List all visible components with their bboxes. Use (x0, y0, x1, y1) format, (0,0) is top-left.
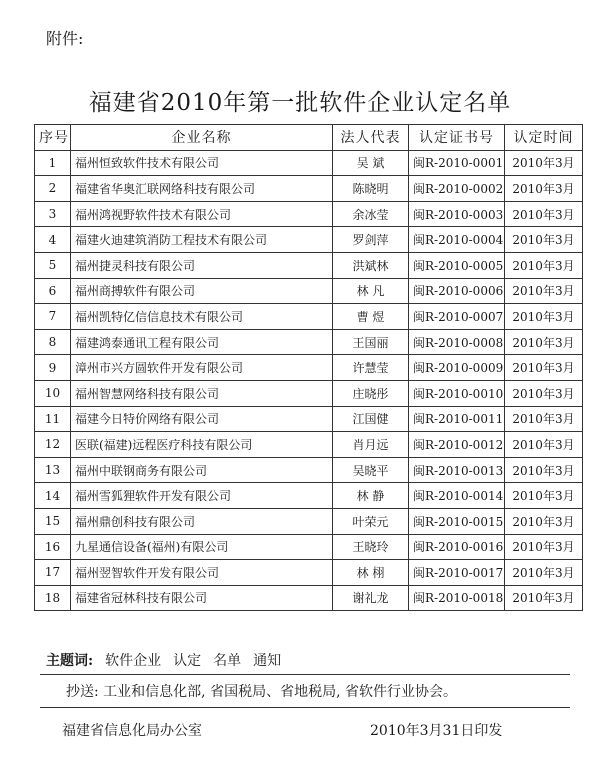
cell-legal-rep: 肖月远 (333, 432, 409, 458)
cc-line: 抄送: 工业和信息化部, 省国税局、省地税局, 省软件行业协会。 (66, 684, 457, 700)
cell-company-name: 福州恒致软件技术有限公司 (71, 150, 333, 176)
cell-company-name: 福建鸿泰通讯工程有限公司 (71, 329, 333, 355)
cell-seq: 12 (35, 432, 71, 458)
header-rep: 法人代表 (333, 125, 409, 151)
header-name: 企业名称 (71, 125, 333, 151)
enterprise-table (34, 124, 583, 611)
cell-company-name: 福州捷灵科技有限公司 (71, 252, 333, 278)
table-row (35, 329, 583, 355)
header-seq: 序号 (35, 125, 71, 151)
table-row (35, 406, 583, 432)
table-row (35, 278, 583, 304)
cell-cert-time: 2010年3月 (505, 585, 583, 611)
table-row (35, 585, 583, 611)
table-row (35, 201, 583, 227)
cell-cert-number: 闽R-2010-0001 (409, 150, 505, 176)
table-row (35, 380, 583, 406)
divider-line (40, 707, 570, 708)
cell-cert-number: 闽R-2010-0005 (409, 252, 505, 278)
table-row (35, 304, 583, 330)
cell-seq: 7 (35, 304, 71, 330)
cell-seq: 1 (35, 150, 71, 176)
cell-cert-number: 闽R-2010-0006 (409, 278, 505, 304)
cell-company-name: 福州智慧网络科技有限公司 (71, 380, 333, 406)
cell-cert-number: 闽R-2010-0016 (409, 534, 505, 560)
cell-legal-rep: 叶荣元 (333, 508, 409, 534)
header-time: 认定时间 (505, 125, 583, 151)
cell-cert-number: 闽R-2010-0018 (409, 585, 505, 611)
cell-cert-number: 闽R-2010-0009 (409, 355, 505, 381)
table-row (35, 457, 583, 483)
table-row (35, 150, 583, 176)
cell-cert-number: 闽R-2010-0003 (409, 201, 505, 227)
cell-cert-number: 闽R-2010-0014 (409, 483, 505, 509)
cell-cert-time: 2010年3月 (505, 227, 583, 253)
cell-company-name: 医联(福建)远程医疗科技有限公司 (71, 432, 333, 458)
cell-company-name: 福建省华奥汇联网络科技有限公司 (71, 176, 333, 202)
table-row (35, 355, 583, 381)
cell-company-name: 福州翌智软件开发有限公司 (71, 560, 333, 586)
cell-legal-rep: 吴晓平 (333, 457, 409, 483)
cell-seq: 17 (35, 560, 71, 586)
table-header-row (35, 125, 583, 151)
issuing-office: 福建省信息化局办公室 (62, 723, 202, 739)
document-title: 福建省2010年第一批软件企业认定名单 (88, 90, 512, 116)
cell-seq: 13 (35, 457, 71, 483)
cell-seq: 6 (35, 278, 71, 304)
cell-company-name: 福州鸿视野软件技术有限公司 (71, 201, 333, 227)
cell-seq: 18 (35, 585, 71, 611)
cell-cert-time: 2010年3月 (505, 355, 583, 381)
cell-cert-number: 闽R-2010-0015 (409, 508, 505, 534)
cell-seq: 10 (35, 380, 71, 406)
cell-legal-rep: 谢礼龙 (333, 585, 409, 611)
cell-cert-number: 闽R-2010-0008 (409, 329, 505, 355)
table-row (35, 483, 583, 509)
cell-cert-time: 2010年3月 (505, 406, 583, 432)
divider-line (40, 674, 570, 675)
keyword-item: 软件企业 (105, 653, 162, 669)
cell-cert-number: 闽R-2010-0007 (409, 304, 505, 330)
cell-cert-time: 2010年3月 (505, 457, 583, 483)
cell-legal-rep: 余冰莹 (333, 201, 409, 227)
keyword-item: 通知 (253, 653, 282, 669)
cell-cert-time: 2010年3月 (505, 278, 583, 304)
cell-cert-time: 2010年3月 (505, 432, 583, 458)
cell-seq: 14 (35, 483, 71, 509)
keyword-item: 名单 (213, 653, 242, 669)
cell-company-name: 福建省冠林科技有限公司 (71, 585, 333, 611)
cell-company-name: 福州商搏软件有限公司 (71, 278, 333, 304)
cell-cert-number: 闽R-2010-0004 (409, 227, 505, 253)
cell-cert-time: 2010年3月 (505, 176, 583, 202)
cell-cert-time: 2010年3月 (505, 201, 583, 227)
cell-cert-time: 2010年3月 (505, 483, 583, 509)
cell-legal-rep: 林 栩 (333, 560, 409, 586)
cell-legal-rep: 吴 斌 (333, 150, 409, 176)
cell-cert-time: 2010年3月 (505, 560, 583, 586)
cell-legal-rep: 王晓玲 (333, 534, 409, 560)
table-row (35, 560, 583, 586)
cell-seq: 11 (35, 406, 71, 432)
cell-cert-number: 闽R-2010-0017 (409, 560, 505, 586)
cell-legal-rep: 林 静 (333, 483, 409, 509)
cell-cert-time: 2010年3月 (505, 304, 583, 330)
cell-cert-number: 闽R-2010-0002 (409, 176, 505, 202)
cell-seq: 9 (35, 355, 71, 381)
cell-seq: 15 (35, 508, 71, 534)
cell-legal-rep: 陈晓明 (333, 176, 409, 202)
keyword-item: 认定 (173, 653, 202, 669)
cell-legal-rep: 曹 煜 (333, 304, 409, 330)
cell-cert-number: 闽R-2010-0013 (409, 457, 505, 483)
cell-cert-time: 2010年3月 (505, 329, 583, 355)
cell-seq: 16 (35, 534, 71, 560)
cell-company-name: 福建今日特价网络有限公司 (71, 406, 333, 432)
table-row (35, 534, 583, 560)
table-row (35, 508, 583, 534)
table-row (35, 432, 583, 458)
cell-company-name: 福州雪狐狸软件开发有限公司 (71, 483, 333, 509)
cell-cert-time: 2010年3月 (505, 508, 583, 534)
table-row (35, 227, 583, 253)
cell-seq: 4 (35, 227, 71, 253)
header-cert: 认定证书号 (409, 125, 505, 151)
cell-company-name: 九星通信设备(福州)有限公司 (71, 534, 333, 560)
cell-cert-number: 闽R-2010-0010 (409, 380, 505, 406)
cell-company-name: 福州中联钢商务有限公司 (71, 457, 333, 483)
cell-legal-rep: 庄晓彤 (333, 380, 409, 406)
cell-company-name: 福州鼎创科技有限公司 (71, 508, 333, 534)
cell-seq: 2 (35, 176, 71, 202)
table-body (35, 150, 583, 611)
cell-company-name: 漳州市兴方圆软件开发有限公司 (71, 355, 333, 381)
table-row (35, 176, 583, 202)
cell-cert-number: 闽R-2010-0012 (409, 432, 505, 458)
issue-date: 2010年3月31日印发 (370, 723, 503, 739)
cell-legal-rep: 许慧莹 (333, 355, 409, 381)
cell-legal-rep: 江国健 (333, 406, 409, 432)
cell-legal-rep: 王国丽 (333, 329, 409, 355)
cell-seq: 5 (35, 252, 71, 278)
cell-company-name: 福州凯特亿信信息技术有限公司 (71, 304, 333, 330)
attachment-label: 附件: (46, 29, 84, 48)
cell-legal-rep: 罗剑萍 (333, 227, 409, 253)
keywords-line (46, 650, 281, 670)
cell-cert-time: 2010年3月 (505, 150, 583, 176)
table-row (35, 252, 583, 278)
cell-cert-time: 2010年3月 (505, 380, 583, 406)
cell-company-name: 福建火迪建筑消防工程技术有限公司 (71, 227, 333, 253)
cell-seq: 8 (35, 329, 71, 355)
cell-legal-rep: 林 凡 (333, 278, 409, 304)
cell-cert-time: 2010年3月 (505, 252, 583, 278)
keywords-label: 主题词: (46, 653, 94, 669)
cell-legal-rep: 洪斌林 (333, 252, 409, 278)
cell-cert-number: 闽R-2010-0011 (409, 406, 505, 432)
cell-cert-time: 2010年3月 (505, 534, 583, 560)
cell-seq: 3 (35, 201, 71, 227)
